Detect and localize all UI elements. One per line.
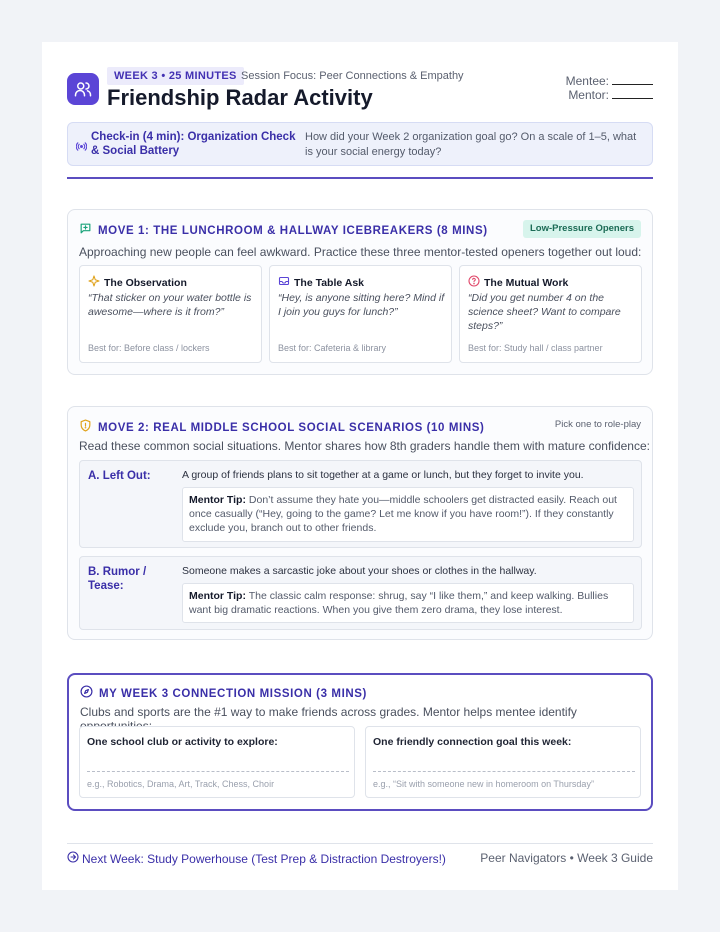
next-week-link[interactable] — [67, 851, 446, 866]
opener-quote: “Hey, is anyone sitting here? Mind if I join you guys for lunch?” — [278, 292, 445, 318]
mentor-tip — [182, 487, 634, 542]
mission-subtitle: Clubs and sports are the #1 way to make friends across grades. Mentor helps mentee identify — [80, 705, 577, 719]
checkin-label: Check-in (4 min): Organization Check & Social Battery — [91, 131, 296, 157]
move2-section — [67, 406, 653, 640]
field-placeholder: e.g., Robotics, Drama, Art, Track, Chess, Choir — [87, 779, 275, 789]
mentor-label: Mentor: — [568, 88, 609, 102]
opener-quote: “Did you get number 4 on the science sheet? Want to compare steps?” — [468, 292, 621, 332]
page-title: Friendship Radar Activity — [107, 85, 373, 110]
week-badge: WEEK 3 • 25 MINUTES — [107, 67, 244, 85]
mission-section — [67, 673, 653, 811]
opener-card — [269, 265, 452, 363]
tip-label: Mentor Tip: — [189, 590, 246, 602]
mentee-name-field[interactable] — [612, 75, 653, 85]
worksheet-page — [42, 42, 678, 890]
question-icon — [468, 274, 480, 292]
mentor-tip — [182, 583, 634, 623]
scenario-label: A. Left Out: — [88, 470, 151, 482]
scenario-description: Someone makes a sarcastic joke about your shoes or clothes in the hallway. — [182, 565, 537, 577]
move2-title: MOVE 2: REAL MIDDLE SCHOOL SOCIAL SCENARIOS (10 MINS) — [98, 422, 485, 434]
opener-name: The Mutual Work — [484, 277, 569, 289]
roleplay-note: Pick one to role-play — [554, 419, 641, 430]
opener-name: The Table Ask — [294, 277, 365, 289]
tip-text: The classic calm response: shrug, say “I like them,” and keep walking. Bullies want big dramatic reactions. When you give them zero drama, they lose interest. — [189, 590, 609, 617]
header-divider — [67, 177, 653, 179]
mentee-label: Mentee: — [565, 74, 609, 88]
field-placeholder: e.g., “Sit with someone new in homeroom on Thursday” — [373, 779, 594, 789]
move2-subtitle: Read these common social situations. Mentor shares how 8th graders handle them with mature confidence: — [79, 439, 650, 453]
signal-icon — [76, 139, 87, 157]
tip-label: Mentor Tip: — [189, 494, 246, 506]
scenario-card — [79, 556, 642, 630]
session-focus: Session Focus: Peer Connections & Empathy — [241, 70, 464, 82]
scenario-description: A group of friends plans to sit together at a game or lunch, but they forget to invite you. — [182, 469, 584, 481]
openers-badge: Low-Pressure Openers — [523, 220, 641, 238]
arrow-circle-icon — [67, 851, 79, 866]
chat-plus-icon — [79, 222, 92, 240]
mission-title: MY WEEK 3 CONNECTION MISSION (3 MINS) — [99, 688, 367, 700]
compass-icon — [80, 685, 93, 703]
connection-goal-field[interactable] — [365, 726, 641, 798]
shield-alert-icon — [79, 419, 92, 437]
write-line[interactable] — [87, 771, 349, 772]
guide-label: Peer Navigators • Week 3 Guide — [480, 851, 653, 865]
scenario-label: B. Rumor / Tease: — [88, 566, 147, 592]
opener-card — [79, 265, 262, 363]
field-label: One friendly connection goal this week: — [373, 736, 572, 748]
tray-icon — [278, 274, 290, 292]
opener-card — [459, 265, 642, 363]
opener-best-for: Best for: Before class / lockers — [88, 343, 210, 353]
role-fields — [566, 74, 653, 102]
write-line[interactable] — [373, 771, 635, 772]
move1-subtitle: Approaching new people can feel awkward. Practice these three mentor-tested openers together out loud: — [79, 245, 642, 259]
next-week-text: Next Week: Study Powerhouse (Test Prep & Distraction Destroyers!) — [82, 851, 446, 866]
header — [67, 67, 653, 125]
move1-title: MOVE 1: THE LUNCHROOM & HALLWAY ICEBREAKERS (8 MINS) — [98, 225, 488, 237]
club-goal-field[interactable] — [79, 726, 355, 798]
checkin-box — [67, 122, 653, 166]
tip-text: Don’t assume they hate you—middle schoolers get distracted easily. Reach out once casually (“Hey, going to the game? Let me know if you have room!”). If they constantly exclude you, branch out to other friends. — [189, 494, 617, 535]
sparkle-icon — [88, 274, 100, 292]
opener-best-for: Best for: Study hall / class partner — [468, 343, 603, 353]
move1-section — [67, 209, 653, 375]
opener-quote: “That sticker on your water bottle is awesome—where is it from?” — [88, 292, 252, 318]
mentor-name-field[interactable] — [612, 89, 653, 99]
field-label: One school club or activity to explore: — [87, 736, 278, 748]
checkin-question: How did your Week 2 organization goal go? On a scale of 1–5, what is your social energy today? — [305, 131, 637, 158]
opener-best-for: Best for: Cafeteria & library — [278, 343, 387, 353]
footer-divider — [67, 843, 653, 844]
scenario-card — [79, 460, 642, 548]
opener-name: The Observation — [104, 277, 187, 289]
people-icon — [67, 73, 99, 105]
